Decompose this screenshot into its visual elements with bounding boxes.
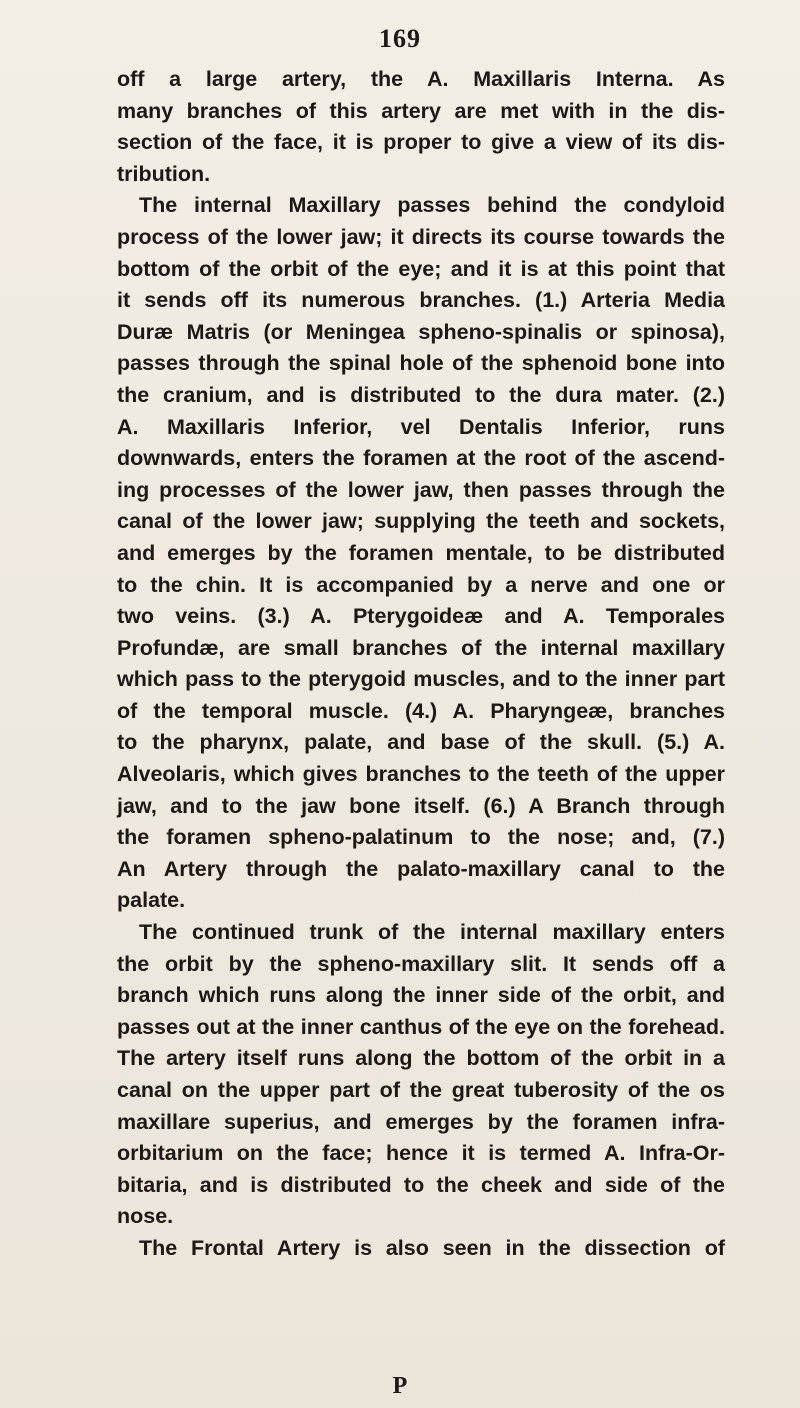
text-line: canal of the lower jaw; supplying the teeth and sockets, [117,509,725,534]
text-line: maxillare superius, and emerges by the foramen infra- [117,1109,725,1134]
text-line: Duræ Matris (or Meningea spheno-spinalis or spinosa), [117,319,725,344]
text-line: ing processes of the lower jaw, then passes through the [117,477,725,502]
body-text [117,64,725,1265]
text-line: downwards, enters the foramen at the root of the ascend- [117,446,725,471]
text-line: and emerges by the foramen mentale, to be distributed [117,540,725,565]
text-line: jaw, and to the jaw bone itself. (6.) A Branch through [117,793,725,818]
text-line: passes through the spinal hole of the sphenoid bone into [117,351,725,376]
text-line: of the temporal muscle. (4.) A. Pharyngeæ, branches [117,698,725,723]
text-line: to the pharynx, palate, and base of the skull. (5.) A. [117,730,725,755]
text-line: The Frontal Artery is also seen in the dissection of [139,1235,725,1260]
text-line: canal on the upper part of the great tuberosity of the os [117,1078,725,1102]
text-line: The artery itself runs along the bottom of the orbit in a [117,1046,725,1071]
text-line: A. Maxillaris Inferior, vel Dentalis Inferior, runs [117,414,725,439]
text-line: off a large artery, the A. Maxillaris Interna. As [117,67,725,91]
text-line: section of the face, it is proper to give a view of its dis- [117,130,725,155]
page-number: 169 [379,24,421,53]
text-line: The internal Maxillary passes behind the condyloid [139,193,725,218]
text-line: tribution. [117,161,211,186]
text-line: Alveolaris, which gives branches to the teeth of the upper [117,762,725,787]
text-line: The continued trunk of the internal maxillary enters [139,920,725,945]
text-line: the foramen spheno-palatinum to the nose; and, (7.) [117,825,725,850]
text-line: which pass to the pterygoid muscles, and to the inner part [117,667,725,692]
signature-mark: P [392,1373,408,1399]
text-line: it sends off its numerous branches. (1.) Arteria Media [117,288,725,313]
text-line: many branches of this artery are met with in the dis- [117,98,725,123]
text-line: to the chin. It is accompanied by a nerve and one or [117,572,725,597]
text-line: process of the lower jaw; it directs its course towards the [117,224,725,249]
text-line: Profundæ, are small branches of the internal maxillary [117,635,725,660]
text-line: passes out at the inner canthus of the eye on the forehead. [117,1014,725,1039]
text-line: the orbit by the spheno-maxillary slit. It sends off a [117,951,725,976]
text-line: orbitarium on the face; hence it is termed A. Infra-Or- [117,1141,725,1166]
text-line: bitaria, and is distributed to the cheek and side of the [117,1172,725,1197]
text-line: palate. [117,888,186,913]
text-line: nose. [117,1204,174,1229]
text-line: An Artery through the palato-maxillary canal to the [117,856,725,881]
text-line: bottom of the orbit of the eye; and it is at this point that [117,256,725,281]
text-line: the cranium, and is distributed to the dura mater. (2.) [117,382,725,407]
text-line: branch which runs along the inner side of the orbit, and [117,983,725,1008]
text-line: two veins. (3.) A. Pterygoideæ and A. Temporales [117,604,725,629]
